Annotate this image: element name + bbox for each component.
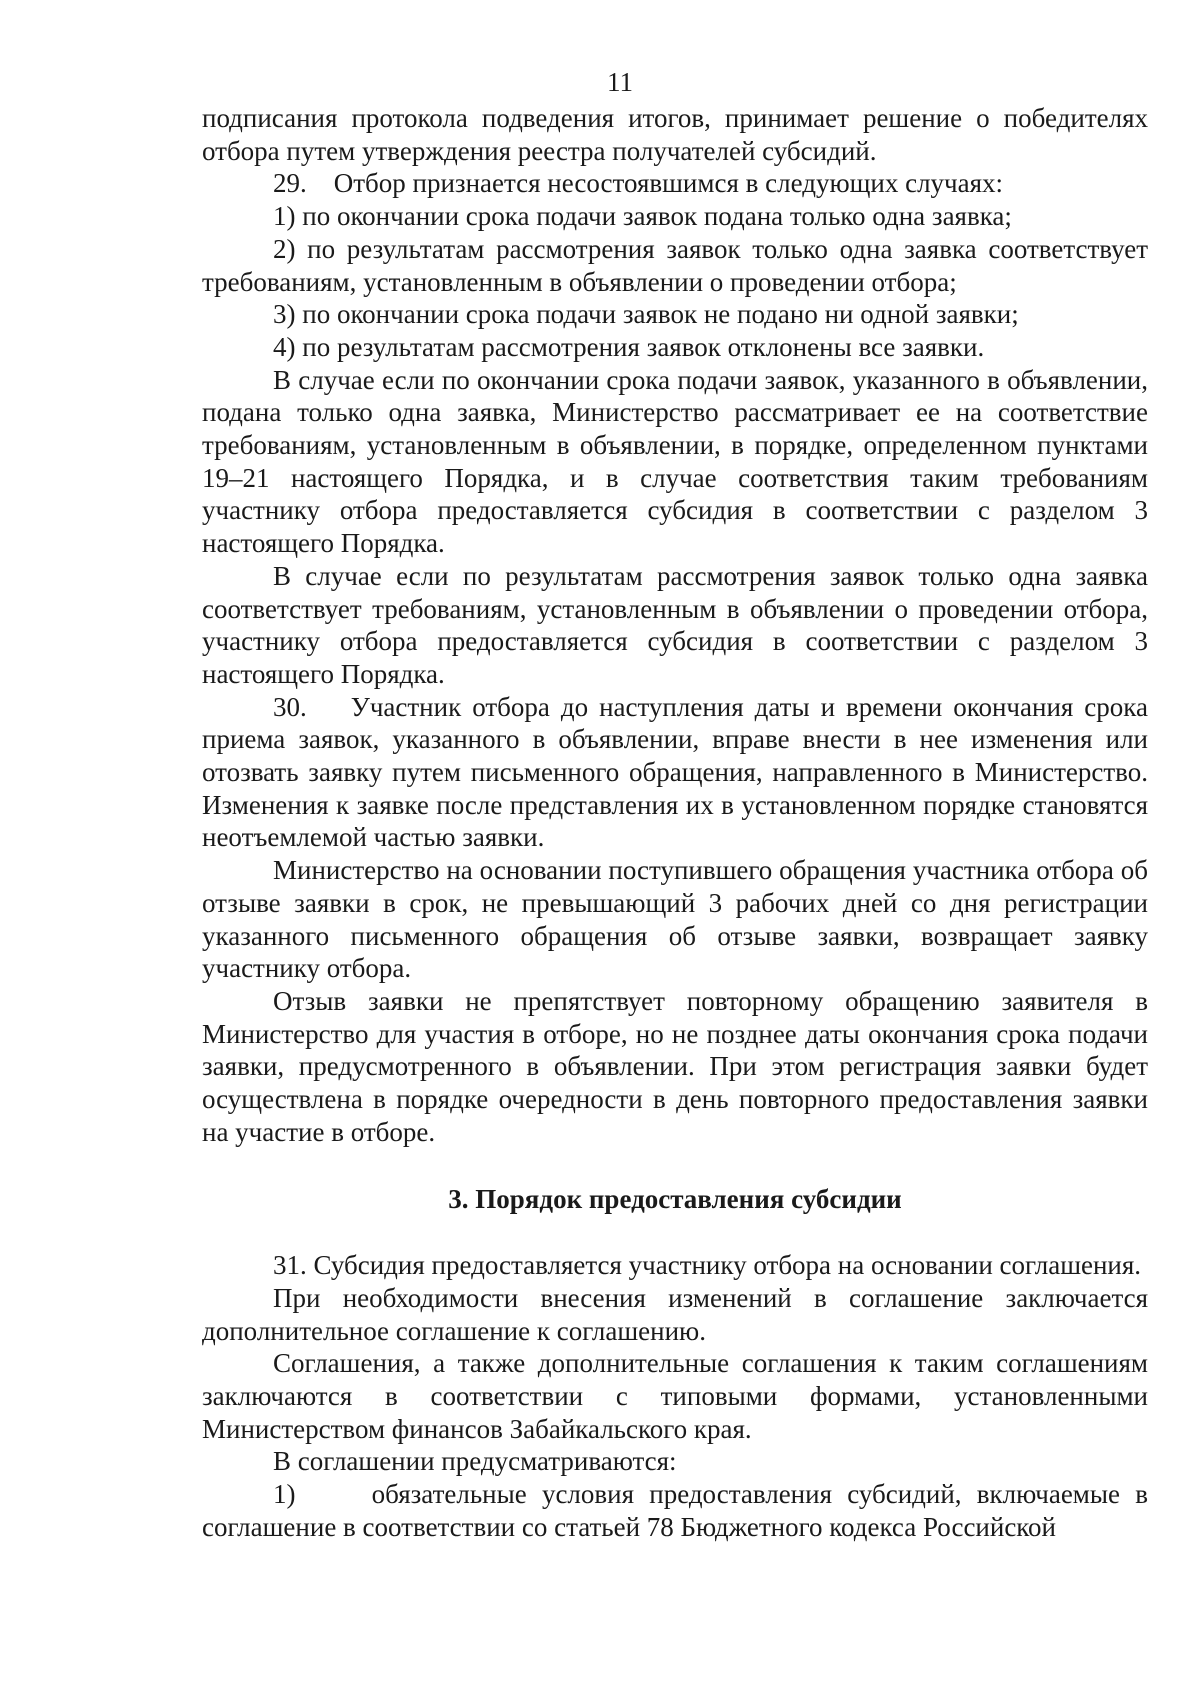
paragraph-withdrawal: Министерство на основании поступившего обращения участника отбора об отзыве заявки в срок, не превышающий 3 рабочих дней со дня регистрации указанного письменного обращения об отзыве заявки, возвращает заявку участнику отбора.	[202, 855, 1148, 984]
paragraph-typical-forms: Соглашения, а также дополнительные соглашения к таким соглашениям заключаются в соответствии с типовыми формами, установленными Министерством финансов Забайкальского края.	[202, 1348, 1148, 1444]
paragraph-single-compliant: В случае если по результатам рассмотрения заявок только одна заявка соответствует требованиям, установленным в объявлении о проведении отбора, участнику отбора предоставляется субсидия в соответствии с разделом 3 настоящего Порядка.	[202, 560, 1148, 689]
list-item-3: 3) по окончании срока подачи заявок не подано ни одной заявки;	[273, 299, 1019, 330]
page-number: 11	[607, 67, 633, 97]
paragraph-item-29: 29. Отбор признается несостоявшимся в следующих случаях:	[273, 168, 1004, 199]
paragraph-agreement-provisions: В соглашении предусматриваются:	[273, 1446, 677, 1477]
paragraph-continuation: подписания протокола подведения итогов, принимает решение о победителях отбора путем утверждения реестра получателей субсидий.	[202, 103, 1148, 166]
list-item-4: 4) по результатам рассмотрения заявок отклонены все заявки.	[273, 331, 985, 362]
paragraph-reapplication: Отзыв заявки не препятствует повторному обращению заявителя в Министерство для участия в отборе, но не позднее даты окончания срока подачи заявки, предусмотренного в объявлении. При этом регистрация заявки будет осуществлена в порядке очередности в день повторного предоставления заявки на участие в отборе.	[202, 985, 1148, 1147]
list-item-1: 1) по окончании срока подачи заявок подана только одна заявка;	[273, 201, 1012, 232]
paragraph-item-30: 30. Участник отбора до наступления даты и времени окончания срока приема заявок, указанного в объявлении, вправе внести в нее изменения или отозвать заявку путем письменного обращения, направленного в Министерство. Изменения к заявке после представления их в установленном порядке становятся неотъемлемой частью заявки.	[202, 691, 1148, 853]
paragraph-single-application: В случае если по окончании срока подачи заявок, указанного в объявлении, подана только одна заявка, Министерство рассматривает ее на соответствие требованиям, установленным в объявлении, в порядке, определенном пунктами 19–21 настоящего Порядка, и в случае соответствия таким требованиям участнику отбора предоставляется субсидия в соответствии с разделом 3 настоящего Порядка.	[202, 364, 1148, 559]
document-body	[202, 102, 1148, 1544]
section-heading: 3. Порядок предоставления субсидии	[448, 1183, 902, 1214]
paragraph-amendments: При необходимости внесения изменений в соглашение заключается дополнительное соглашение к соглашению.	[202, 1282, 1148, 1346]
list-item-2: 2) по результатам рассмотрения заявок только одна заявка соответствует требованиям, установленным в объявлении о проведении отбора;	[202, 233, 1148, 297]
paragraph-item-31: 31. Субсидия предоставляется участнику отбора на основании соглашения.	[273, 1250, 1142, 1281]
list-item-provision-1: 1) обязательные условия предоставления субсидий, включаемые в соглашение в соответствии со статьей 78 Бюджетного кодекса Российской	[202, 1479, 1148, 1542]
